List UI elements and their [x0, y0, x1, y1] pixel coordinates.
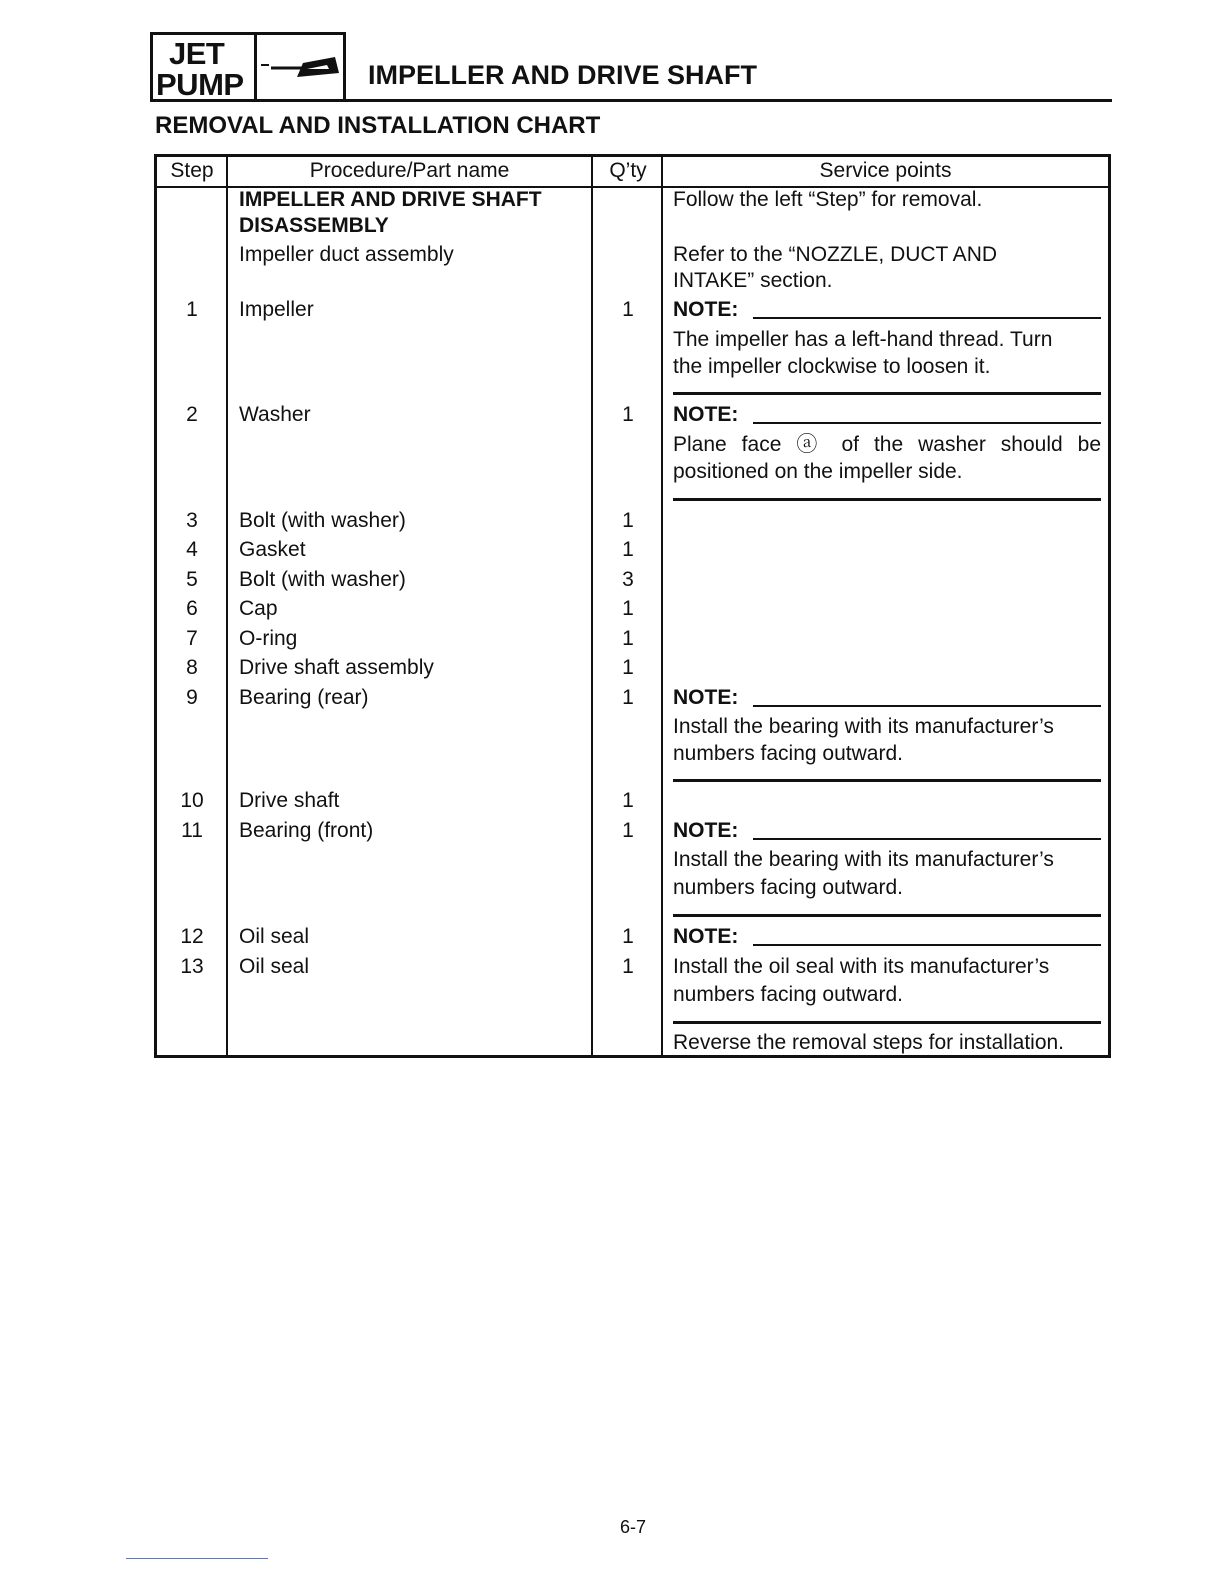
part-qty: 1	[622, 597, 634, 620]
badge-text	[153, 35, 257, 102]
step-number: 10	[180, 789, 204, 812]
note-text: The impeller has a left-hand thread. Turn	[673, 328, 1053, 351]
header-service: Service points	[819, 159, 952, 182]
note-label: NOTE:	[673, 403, 739, 426]
part-name: Oil seal	[239, 955, 310, 978]
part-name: O-ring	[239, 627, 298, 650]
disassembly-heading-2: DISASSEMBLY	[239, 214, 389, 237]
note-rule	[753, 838, 1101, 840]
part-name: Impeller	[239, 298, 314, 321]
section-title: IMPELLER AND DRIVE SHAFT	[368, 60, 758, 90]
part-qty: 1	[622, 925, 634, 948]
removal-installation-table	[154, 154, 1111, 1058]
note-rule	[753, 705, 1101, 707]
note-label: NOTE:	[673, 686, 739, 709]
jet-pump-icon	[257, 35, 343, 99]
service-refer: Refer to the “NOZZLE, DUCT AND	[673, 243, 998, 266]
part-qty: 1	[622, 509, 634, 532]
duct-part: Impeller duct assembly	[239, 243, 454, 266]
note-end-rule	[673, 914, 1101, 917]
step-number: 8	[186, 656, 198, 679]
part-name: Oil seal	[239, 925, 310, 948]
step-number: 3	[186, 509, 198, 532]
part-name: Bolt (with washer)	[239, 568, 406, 591]
title-rule	[346, 99, 1112, 102]
note-label: NOTE:	[673, 298, 739, 321]
part-qty: 1	[622, 789, 634, 812]
part-qty: 1	[622, 627, 634, 650]
step-number: 5	[186, 568, 198, 591]
part-qty: 1	[622, 955, 634, 978]
part-name: Bearing (rear)	[239, 686, 369, 709]
step-number: 4	[186, 538, 198, 561]
part-name: Washer	[239, 403, 311, 426]
part-qty: 1	[622, 686, 634, 709]
part-qty: 1	[622, 538, 634, 561]
page-number: 6-7	[620, 1517, 647, 1537]
part-name: Gasket	[239, 538, 306, 561]
note-text: numbers facing outward.	[673, 876, 903, 899]
step-number: 13	[180, 955, 204, 978]
header-qty: Q’ty	[609, 159, 647, 182]
step-number: 9	[186, 686, 198, 709]
note-rule	[753, 317, 1101, 319]
note-end-rule	[673, 779, 1101, 782]
jet-pump-badge	[150, 32, 346, 102]
note-text: the impeller clockwise to loosen it.	[673, 355, 991, 378]
part-name: Drive shaft assembly	[239, 656, 434, 679]
header-step: Step	[170, 159, 214, 182]
header-procedure: Procedure/Part name	[309, 159, 510, 182]
note-label: NOTE:	[673, 925, 739, 948]
step-number: 1	[186, 298, 198, 321]
note-end-rule	[673, 1021, 1101, 1024]
part-qty: 1	[622, 298, 634, 321]
part-name: Bolt (with washer)	[239, 509, 406, 532]
footer-rule	[126, 1558, 268, 1559]
service-refer-2: INTAKE” section.	[673, 269, 833, 292]
step-number: 6	[186, 597, 198, 620]
part-name: Drive shaft	[239, 789, 340, 812]
part-name: Cap	[239, 597, 278, 620]
badge-line-pump: PUMP	[156, 67, 244, 102]
step-number: 2	[186, 403, 198, 426]
note-label: NOTE:	[673, 819, 739, 842]
note-text: Plane face ⓐ of the washer should be	[673, 433, 1101, 456]
note-text: numbers facing outward.	[673, 742, 903, 765]
note-text: Install the oil seal with its manufacturer’s	[673, 955, 1050, 978]
badge-line-jet: JET	[169, 36, 225, 71]
service-follow: Follow the left “Step” for removal.	[673, 188, 983, 211]
step-number: 11	[181, 819, 203, 842]
service-reverse: Reverse the removal steps for installation.	[673, 1031, 1065, 1054]
note-end-rule	[673, 498, 1101, 501]
note-rule	[753, 422, 1101, 424]
note-end-rule	[673, 392, 1101, 395]
note-text: Install the bearing with its manufacturer’s	[673, 715, 1054, 738]
part-qty: 1	[622, 656, 634, 679]
part-qty: 1	[622, 403, 634, 426]
part-qty: 1	[622, 819, 634, 842]
chart-title: REMOVAL AND INSTALLATION CHART	[155, 112, 601, 139]
disassembly-heading: IMPELLER AND DRIVE SHAFT	[239, 188, 542, 211]
note-text: numbers facing outward.	[673, 983, 903, 1006]
note-text: positioned on the impeller side.	[673, 460, 963, 483]
note-text: Install the bearing with its manufacturer’s	[673, 848, 1054, 871]
part-qty: 3	[622, 568, 634, 591]
part-name: Bearing (front)	[239, 819, 374, 842]
note-rule	[753, 944, 1101, 946]
step-number: 12	[180, 925, 204, 948]
step-number: 7	[186, 627, 198, 650]
